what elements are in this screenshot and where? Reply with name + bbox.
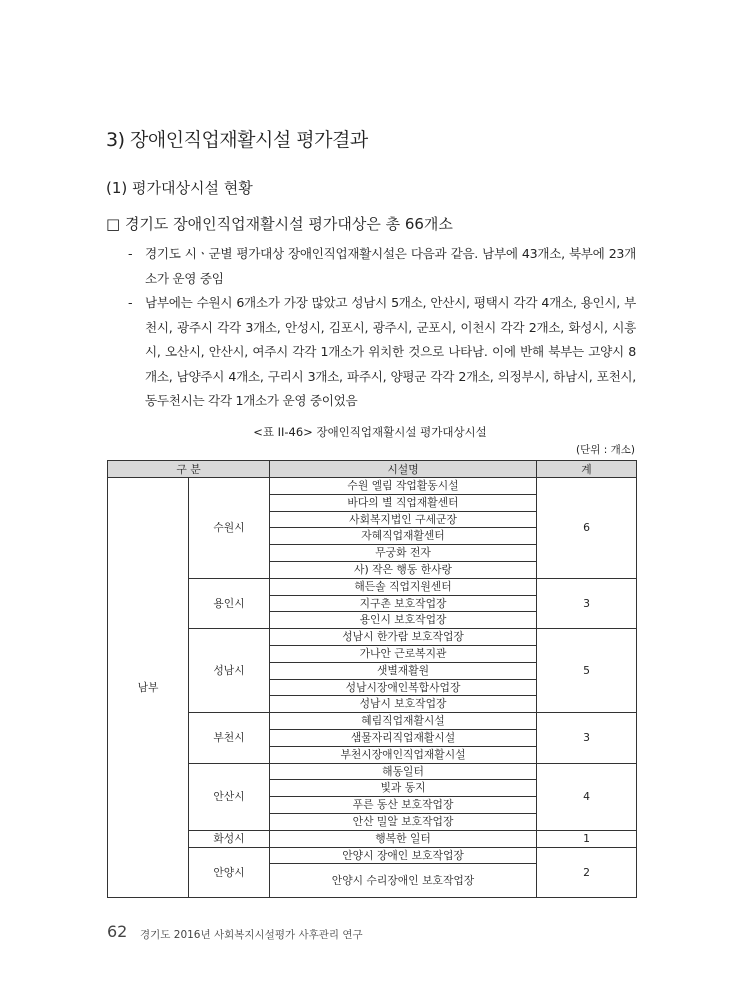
facility-cell: 용인시 보호작업장 <box>270 612 537 629</box>
facility-cell: 자혜직업재활센터 <box>270 528 537 545</box>
city-cell: 안산시 <box>189 763 270 830</box>
facility-cell: 안양시 장애인 보호작업장 <box>270 847 537 864</box>
paragraph-detail <box>128 291 636 414</box>
sub-title: (1) 평가대상시설 현황 <box>106 179 253 197</box>
facility-cell: 샘물자리직업재활시설 <box>270 729 537 746</box>
header-facility: 시설명 <box>270 461 537 478</box>
dash-marker: - <box>128 295 133 310</box>
facility-cell: 사) 작은 행동 한사랑 <box>270 561 537 578</box>
bullet-heading: □ 경기도 장애인직업재활시설 평가대상은 총 66개소 <box>106 215 453 233</box>
city-cell: 부천시 <box>189 713 270 763</box>
paragraph-text: 남부에는 수원시 6개소가 가장 많았고 성남시 5개소, 안산시, 평택시 각각 4개소, 용인시, 부천시, 광주시 각각 3개소, 안성시, 김포시, 광주시, 군포시, 이천시 각각 2개소, 화성시, 시흥시, 오산시, 안산시, 여주시 각각 1개소가 위치한 것으로 나타남. 이에 반해 북부는 고양시 8개소, 남양주시 4개소, 구리시 3개소, 파주시, 양평군 각각 2개소, 의정부시, 하남시, 포천시, 동두천시는 각각 1개소가 운영 중이었음 <box>145 295 636 409</box>
dash-marker: - <box>128 246 133 261</box>
count-cell: 3 <box>537 713 637 763</box>
city-cell: 수원시 <box>189 478 270 579</box>
table-header-row <box>108 461 637 478</box>
section-title: 3) 장애인직업재활시설 평가결과 <box>106 129 368 151</box>
count-cell: 4 <box>537 763 637 830</box>
table-row <box>108 478 637 495</box>
facility-cell: 부천시장애인직업재활시설 <box>270 746 537 763</box>
facility-cell: 성남시 한가람 보호작업장 <box>270 629 537 646</box>
facility-cell: 혜림직업재활시설 <box>270 713 537 730</box>
count-cell: 3 <box>537 578 637 628</box>
table-body <box>108 478 637 898</box>
facility-cell: 수원 엘림 작업활동시설 <box>270 478 537 495</box>
facility-cell: 샛별재활원 <box>270 662 537 679</box>
facility-cell: 안산 밀알 보호작업장 <box>270 813 537 830</box>
city-cell: 화성시 <box>189 830 270 847</box>
paragraph-text: 경기도 시ㆍ군별 평가대상 장애인직업재활시설은 다음과 같음. 남부에 43개소, 북부에 23개소가 운영 중임 <box>145 246 636 286</box>
header-category: 구 분 <box>108 461 270 478</box>
facility-cell: 해든솔 직업지원센터 <box>270 578 537 595</box>
city-cell: 성남시 <box>189 629 270 713</box>
count-cell: 5 <box>537 629 637 713</box>
city-cell: 안양시 <box>189 847 270 898</box>
facility-cell: 빛과 동지 <box>270 780 537 797</box>
facility-cell: 성남시장애인복합사업장 <box>270 679 537 696</box>
count-cell: 6 <box>537 478 637 579</box>
facility-cell: 지구촌 보호작업장 <box>270 595 537 612</box>
table-caption: <표 II-46> 장애인직업재활시설 평가대상시설 <box>253 425 487 439</box>
facility-cell: 사회복지법인 구세군장 <box>270 511 537 528</box>
facility-cell: 행복한 일터 <box>270 830 537 847</box>
facility-cell: 푸른 동산 보호작업장 <box>270 797 537 814</box>
count-cell: 1 <box>537 830 637 847</box>
facility-cell: 무궁화 전자 <box>270 545 537 562</box>
facility-cell: 성남시 보호작업장 <box>270 696 537 713</box>
paragraph-summary <box>128 242 636 291</box>
footer-text: 경기도 2016년 사회복지시설평가 사후관리 연구 <box>140 929 363 941</box>
unit-note: (단위 : 개소) <box>576 444 635 456</box>
count-cell: 2 <box>537 847 637 898</box>
facility-cell: 가나안 근로복지관 <box>270 645 537 662</box>
facility-table <box>107 460 637 898</box>
header-count: 계 <box>537 461 637 478</box>
facility-cell: 바다의 별 직업재활센터 <box>270 494 537 511</box>
region-cell: 남부 <box>108 478 189 898</box>
facility-cell: 안양시 수리장애인 보호작업장 <box>270 864 537 898</box>
facility-cell: 해동일터 <box>270 763 537 780</box>
city-cell: 용인시 <box>189 578 270 628</box>
page-number: 62 <box>107 922 128 941</box>
